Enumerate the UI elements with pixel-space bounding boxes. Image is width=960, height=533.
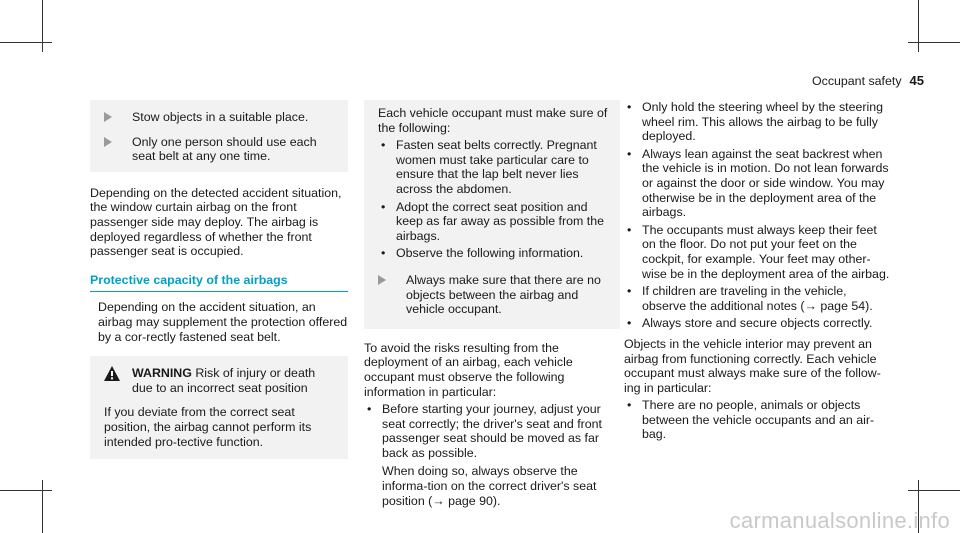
bullet-icon: • <box>627 100 632 114</box>
list-item: • Fasten seat belts correctly. Pregnant women must take particular care to ensure that the lap belt never lies across the abdomen. <box>381 138 597 196</box>
list-item: • Observe the following information. <box>381 246 584 261</box>
paragraph: Depending on the accident situation, an airbag may supplement the protection offered by a cor-rectly fastened seat belt. <box>98 300 348 344</box>
section-title: Occupant safety <box>811 74 902 88</box>
paragraph: Depending on the detected accident situation, the window curtain airbag on the front passenger side may deploy. The airbag is deployed regardless of whether the front passenger seat is occupied. <box>90 185 342 259</box>
warning-body: If you deviate from the correct seat position, the airbag cannot perform its intended pro-tective function. <box>104 405 312 449</box>
column-2 <box>364 100 620 511</box>
bullet-icon: • <box>381 199 386 214</box>
crop-mark <box>908 42 960 43</box>
list-item: • Always store and secure objects correctly. <box>627 316 873 331</box>
crop-mark <box>0 42 52 43</box>
paragraph: To avoid the risks resulting from the deployment of an airbag, each vehicle occupant must observe the following information in particular: <box>364 340 573 399</box>
list-item-continuation: When doing so, always observe the informa-tion on the correct driver's seat position (→ page 90). <box>382 464 597 508</box>
warning-label: WARNING <box>132 366 192 381</box>
bullet-icon: • <box>627 398 632 413</box>
crop-mark <box>42 0 43 52</box>
section-heading: Protective capacity of the airbags <box>90 273 348 293</box>
warning-box <box>90 356 348 459</box>
crop-mark <box>0 490 52 491</box>
bullet-icon: • <box>627 316 632 331</box>
bullet-icon: • <box>381 138 386 153</box>
page-number: 45 <box>909 73 924 88</box>
arrow-icon <box>104 137 112 147</box>
list-item: • Always lean against the seat backrest when the vehicle is in motion. Do not lean forwards or against the door or side window. You may otherwise be in the deployment area of the airbags. <box>627 146 889 220</box>
warning-title: Risk of injury or death due to an incorrect seat position <box>132 366 316 395</box>
list-item: • The occupants must always keep their feet on the floor. Do not put your feet on the cockpit, for example. Your feet may other-wise be in the deployment area of the airbag. <box>627 222 890 281</box>
crop-mark <box>908 490 960 491</box>
list-item: • Before starting your journey, adjust your seat correctly; the driver's seat and front passenger seat should be moved as far back as possible. When doing so, always observe the informa-tion on the correct driver's seat position (→ page 90). <box>364 402 620 508</box>
paragraph: Objects in the vehicle interior may prevent an airbag from functioning correctly. Each vehicle occupant must always make sure of the follow-ing in particular: <box>624 336 881 395</box>
bullet-icon: • <box>627 284 632 299</box>
crop-mark <box>918 0 919 52</box>
note-box <box>90 100 348 172</box>
column-3 <box>624 100 892 445</box>
list-item: • There are no people, animals or objects between the vehicle occupants and an air-bag. <box>627 398 875 442</box>
column-1 <box>90 100 348 459</box>
crop-mark <box>42 480 43 533</box>
warning-header <box>104 366 338 395</box>
arrow-icon <box>378 275 386 285</box>
bullet-icon: • <box>627 222 632 237</box>
arrow-item: Always make sure that there are no objects between the airbag and vehicle occupant. <box>378 273 610 317</box>
bullet-icon: • <box>367 402 372 417</box>
list-item: • If children are traveling in the vehicle, observe the additional notes (→ page 54). <box>627 284 873 313</box>
bullet-icon: • <box>381 246 386 261</box>
arrow-item: Only one person should use each seat belt at any one time. <box>104 135 338 164</box>
list-item: • Adopt the correct seat position and keep as far away as possible from the airbags. <box>381 199 604 243</box>
arrow-item: Stow objects in a suitable place. <box>104 110 338 125</box>
bullet-icon: • <box>627 146 632 161</box>
watermark: carmanualsonline.info <box>729 508 950 533</box>
note-box <box>364 100 620 329</box>
list-item: • Only hold the steering wheel by the steering wheel rim. This allows the airbag to be fully deployed. <box>627 100 884 144</box>
arrow-icon <box>104 112 112 122</box>
paragraph: Each vehicle occupant must make sure of the following: <box>378 106 608 135</box>
warning-triangle-icon <box>104 366 120 381</box>
page-header <box>812 74 924 89</box>
